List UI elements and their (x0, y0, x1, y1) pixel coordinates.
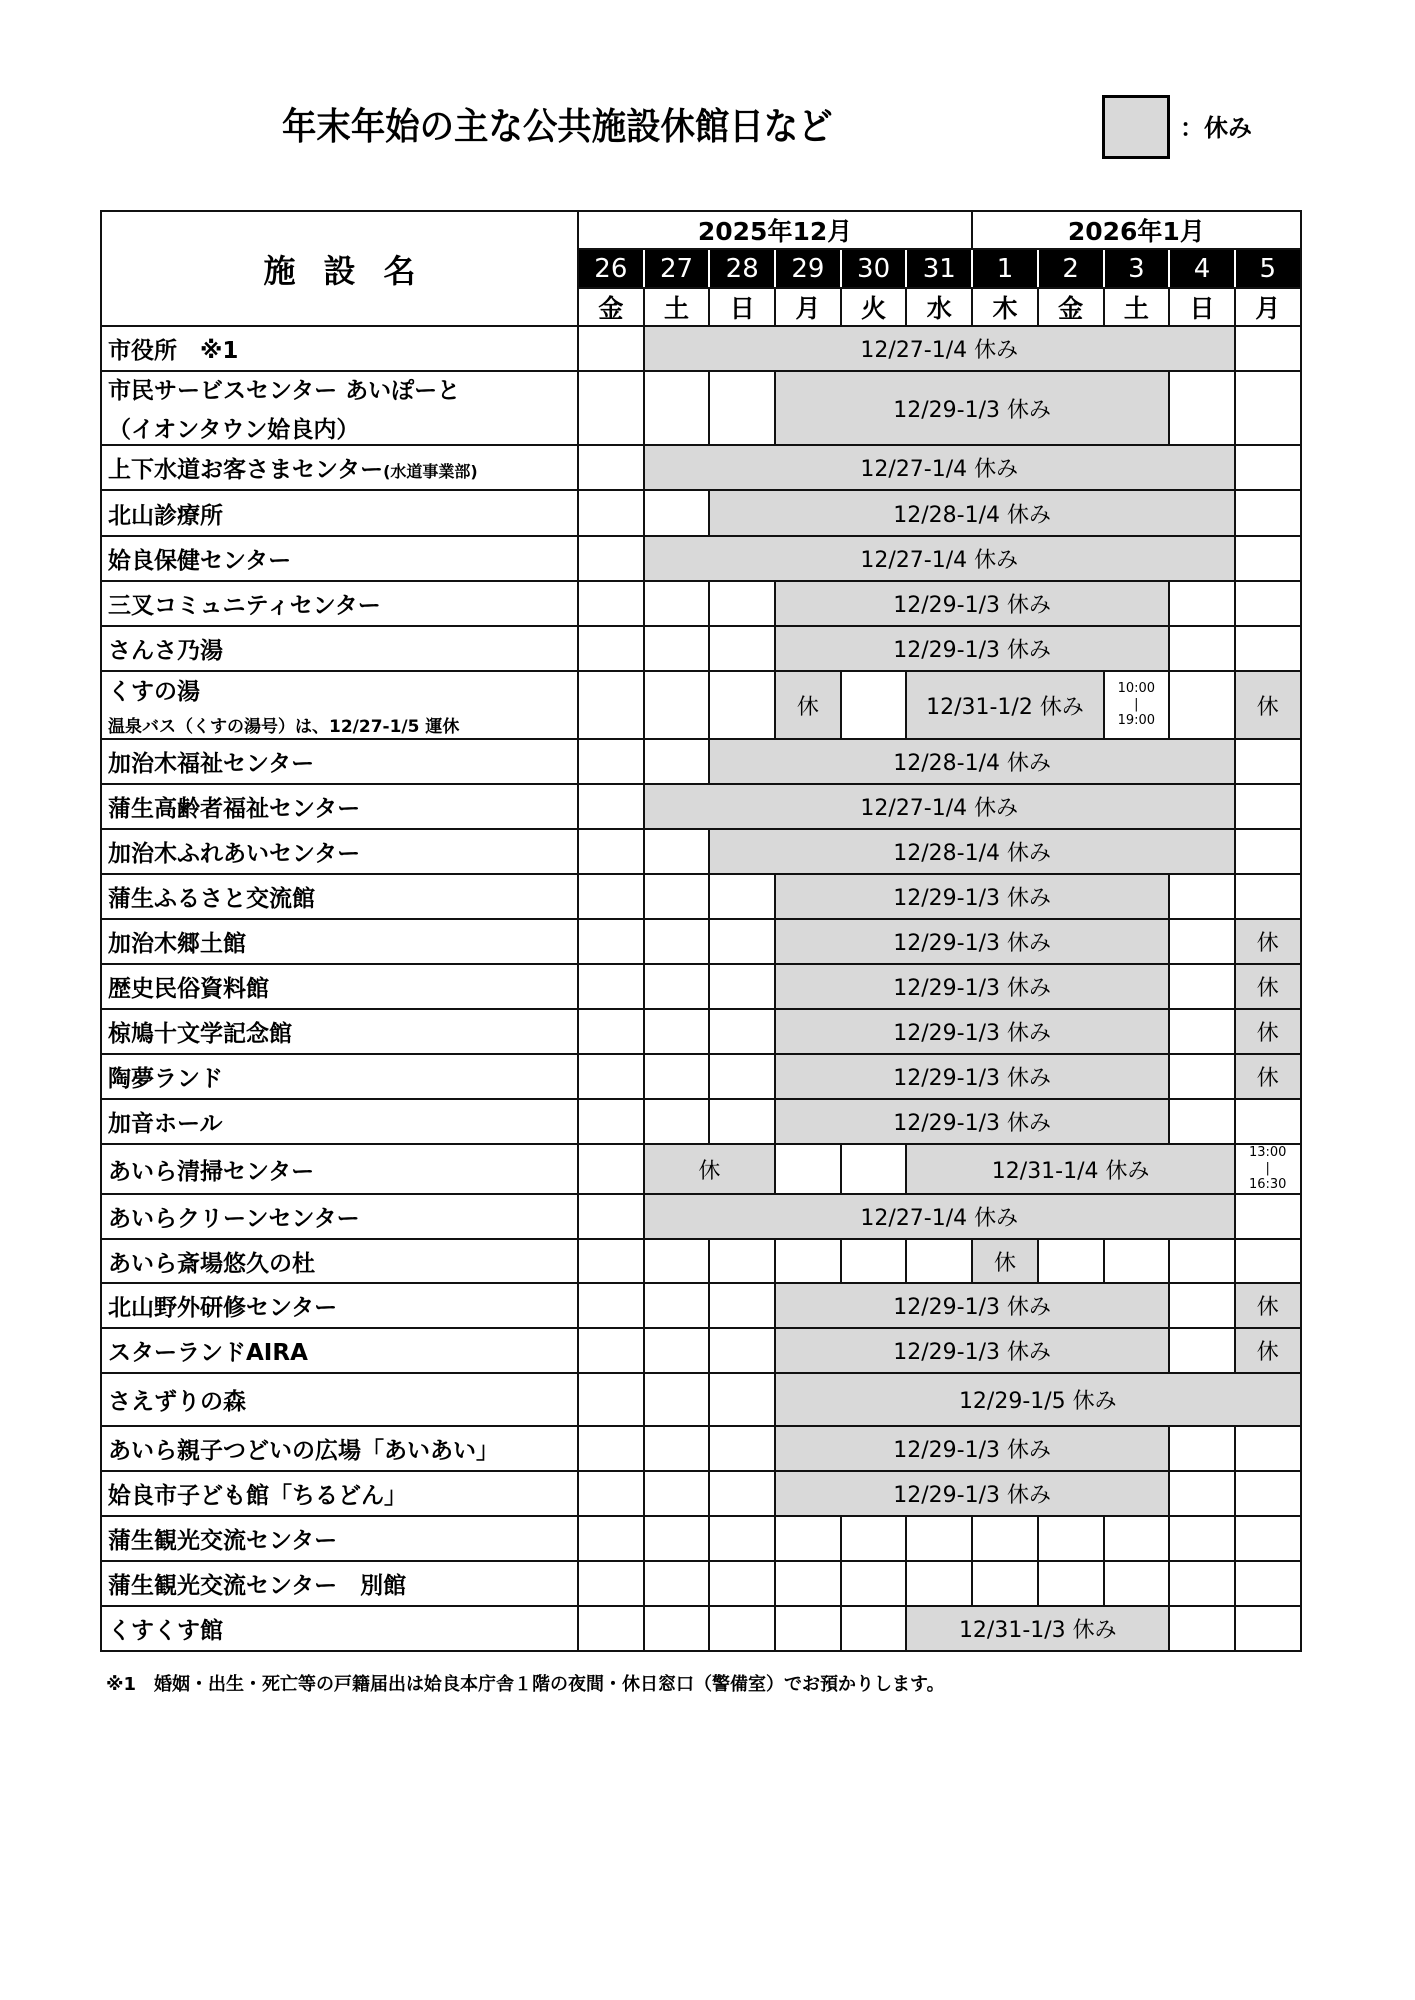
open-day-cell (1235, 829, 1301, 874)
open-day-cell (1235, 874, 1301, 919)
open-day-cell (578, 784, 644, 829)
facility-row (101, 1054, 1301, 1099)
facility-name (101, 1009, 578, 1054)
closed-period-cell: 休 (1235, 671, 1301, 739)
facility-name (101, 536, 578, 581)
hours-line: 13:00 (1248, 1145, 1287, 1160)
facility-name-text: 加音ホール (108, 1111, 223, 1137)
facility-name (101, 1054, 578, 1099)
date-header: 4 (1169, 249, 1235, 288)
facility-name-text: 歴史民俗資料館 (108, 976, 269, 1002)
open-day-cell (841, 671, 907, 739)
closed-period-cell: 休 (1235, 1054, 1301, 1099)
open-day-cell (578, 1009, 644, 1054)
closed-period-cell: 12/28-1/4 休み (709, 739, 1235, 784)
facility-name-text: あいら斎場悠久の杜 (108, 1250, 315, 1277)
open-day-cell (1235, 490, 1301, 536)
facility-name (101, 1471, 578, 1516)
legend-closed-swatch (1102, 95, 1170, 159)
facility-name-line2: （イオンタウン姶良内） (108, 417, 360, 443)
open-day-cell (578, 490, 644, 536)
open-day-cell (578, 1144, 644, 1194)
open-day-cell (578, 1099, 644, 1144)
closed-period-cell: 12/29-1/3 休み (775, 1471, 1169, 1516)
open-day-cell (1169, 671, 1235, 739)
open-day-cell (1169, 1283, 1235, 1328)
facility-row (101, 1194, 1301, 1239)
closed-period-cell: 12/27-1/4 休み (644, 326, 1235, 371)
facility-row (101, 371, 1301, 445)
closed-period-cell: 休 (1235, 964, 1301, 1009)
closed-period-cell: 12/31-1/4 休み (906, 1144, 1234, 1194)
weekday-header: 火 (841, 288, 907, 326)
date-header: 3 (1104, 249, 1170, 288)
hours-line: 16:30 (1248, 1177, 1287, 1192)
facility-row (101, 490, 1301, 536)
weekday-header: 金 (578, 288, 644, 326)
closed-period-cell: 休 (775, 671, 841, 739)
closed-period-cell: 12/29-1/3 休み (775, 964, 1169, 1009)
facility-name-text: さんさ乃湯 (108, 638, 223, 664)
table-header (101, 211, 1301, 326)
weekday-header: 日 (1169, 288, 1235, 326)
facility-row (101, 581, 1301, 626)
closed-period-cell: 12/31-1/3 休み (906, 1606, 1169, 1651)
open-day-cell (578, 1471, 644, 1516)
open-day-cell (775, 1239, 841, 1283)
facility-name-text: スターランドAIRA (108, 1340, 308, 1366)
facility-row (101, 326, 1301, 371)
date-header: 2 (1038, 249, 1104, 288)
open-day-cell (1038, 1561, 1104, 1606)
open-day-cell (1235, 445, 1301, 490)
open-day-cell (709, 1426, 775, 1471)
open-day-cell (709, 626, 775, 671)
facility-row (101, 964, 1301, 1009)
facility-name (101, 445, 578, 490)
facility-name-text: 加治木ふれあいセンター (108, 841, 361, 867)
open-day-cell (709, 671, 775, 739)
open-day-cell (1169, 1426, 1235, 1471)
facility-name-text: 北山診療所 (108, 502, 223, 529)
open-day-cell (1235, 1239, 1301, 1283)
facility-row (101, 1606, 1301, 1651)
closed-period-cell: 休 (644, 1144, 775, 1194)
open-day-cell (644, 490, 710, 536)
facility-name (101, 626, 578, 671)
facility-name (101, 1606, 578, 1651)
open-day-cell (709, 919, 775, 964)
open-day-cell (644, 1606, 710, 1651)
open-day-cell (1235, 1471, 1301, 1516)
facility-name-text: さえずりの森 (108, 1389, 246, 1415)
facility-name (101, 1239, 578, 1283)
open-hours-cell (1104, 671, 1170, 739)
open-day-cell (1169, 964, 1235, 1009)
closed-period-cell: 12/29-1/3 休み (775, 1283, 1169, 1328)
weekday-header: 日 (709, 288, 775, 326)
open-day-cell (709, 1606, 775, 1651)
facility-name-text: 蒲生観光交流センター (108, 1528, 338, 1554)
open-day-cell (644, 581, 710, 626)
facility-row (101, 1239, 1301, 1283)
open-day-cell (644, 739, 710, 784)
open-day-cell (644, 1283, 710, 1328)
open-day-cell (1235, 1561, 1301, 1606)
open-day-cell (644, 1099, 710, 1144)
facility-row (101, 445, 1301, 490)
facility-name-text: 市役所 ※1 (108, 338, 239, 364)
hours-line: 19:00 (1117, 713, 1156, 728)
facility-name-text: あいらクリーンセンター (108, 1206, 360, 1232)
open-day-cell (709, 1328, 775, 1373)
date-header: 31 (906, 249, 972, 288)
date-header: 1 (972, 249, 1038, 288)
facility-name-text: くすくす館 (108, 1618, 223, 1644)
facility-name-text: 三叉コミュニティセンター (108, 593, 381, 619)
open-day-cell (906, 1239, 972, 1283)
facility-name (101, 919, 578, 964)
hours-line: 10:00 (1117, 681, 1156, 696)
facility-name-text: 加治木郷土館 (108, 931, 246, 957)
closed-period-cell: 12/29-1/3 休み (775, 626, 1169, 671)
hours-line: | (1265, 1161, 1270, 1176)
open-day-cell (972, 1561, 1038, 1606)
open-day-cell (1104, 1516, 1170, 1561)
open-day-cell (1169, 1471, 1235, 1516)
open-day-cell (709, 1471, 775, 1516)
hours-line: | (1134, 697, 1139, 712)
facility-row (101, 1373, 1301, 1426)
facility-note: 温泉バス（くすの湯号）は、12/27-1/5 運休 (108, 717, 460, 737)
open-day-cell (1235, 739, 1301, 784)
facility-row (101, 1144, 1301, 1194)
open-day-cell (578, 1426, 644, 1471)
weekday-header: 月 (775, 288, 841, 326)
facility-row (101, 829, 1301, 874)
date-header: 5 (1235, 249, 1301, 288)
open-day-cell (578, 1054, 644, 1099)
date-header: 26 (578, 249, 644, 288)
facility-row (101, 1516, 1301, 1561)
open-day-cell (841, 1239, 907, 1283)
open-hours-cell (1235, 1144, 1301, 1194)
open-day-cell (644, 626, 710, 671)
facility-name-text: 市民サービスセンター あいぽーと (108, 378, 461, 404)
facility-name-text: 椋鳩十文学記念館 (108, 1021, 292, 1047)
open-day-cell (644, 1471, 710, 1516)
open-day-cell (1235, 1194, 1301, 1239)
open-day-cell (972, 1516, 1038, 1561)
open-day-cell (644, 829, 710, 874)
open-day-cell (644, 1328, 710, 1373)
facility-name (101, 1099, 578, 1144)
facility-name-text: あいら親子つどいの広場「あいあい」 (108, 1438, 499, 1464)
open-day-cell (578, 326, 644, 371)
open-day-cell (644, 919, 710, 964)
open-day-cell (775, 1516, 841, 1561)
weekday-header: 水 (906, 288, 972, 326)
open-day-cell (841, 1606, 907, 1651)
open-day-cell (1169, 1328, 1235, 1373)
open-day-cell (1235, 326, 1301, 371)
open-day-cell (578, 874, 644, 919)
open-day-cell (578, 626, 644, 671)
weekday-header: 土 (644, 288, 710, 326)
open-day-cell (775, 1606, 841, 1651)
facility-row (101, 1426, 1301, 1471)
facility-name (101, 1561, 578, 1606)
weekday-header: 金 (1038, 288, 1104, 326)
open-day-cell (1169, 1239, 1235, 1283)
facility-row (101, 1283, 1301, 1328)
open-day-cell (775, 1144, 841, 1194)
closure-schedule-table (100, 210, 1302, 1652)
open-day-cell (1169, 1009, 1235, 1054)
facility-name-text: 上下水道お客さまセンター (108, 457, 384, 483)
open-day-cell (709, 1239, 775, 1283)
facility-row (101, 739, 1301, 784)
facility-row (101, 1009, 1301, 1054)
open-day-cell (709, 1373, 775, 1426)
closed-period-cell: 12/29-1/3 休み (775, 371, 1169, 445)
open-day-cell (644, 371, 710, 445)
open-day-cell (644, 1239, 710, 1283)
open-day-cell (1235, 1099, 1301, 1144)
facility-name-text: 加治木福祉センター (108, 751, 315, 777)
closed-period-cell: 休 (972, 1239, 1038, 1283)
closed-period-cell: 12/29-1/3 休み (775, 919, 1169, 964)
open-day-cell (1235, 371, 1301, 445)
open-day-cell (709, 1009, 775, 1054)
date-header: 27 (644, 249, 710, 288)
open-day-cell (1235, 1516, 1301, 1561)
weekday-header: 土 (1104, 288, 1170, 326)
open-day-cell (644, 1373, 710, 1426)
open-day-cell (644, 1561, 710, 1606)
open-day-cell (578, 919, 644, 964)
open-day-cell (1169, 1516, 1235, 1561)
facility-name-text: 姶良市子ども館「ちるどん」 (108, 1483, 407, 1509)
open-day-cell (1235, 581, 1301, 626)
facility-name (101, 490, 578, 536)
facility-name (101, 874, 578, 919)
open-day-cell (644, 1009, 710, 1054)
open-day-cell (578, 1194, 644, 1239)
facility-name-text: 姶良保健センター (108, 548, 292, 574)
open-day-cell (644, 874, 710, 919)
open-day-cell (1104, 1239, 1170, 1283)
open-day-cell (1169, 626, 1235, 671)
open-day-cell (709, 964, 775, 1009)
open-day-cell (1235, 626, 1301, 671)
open-day-cell (1169, 581, 1235, 626)
closed-period-cell: 12/27-1/4 休み (644, 445, 1235, 490)
open-day-cell (1104, 1561, 1170, 1606)
open-day-cell (578, 964, 644, 1009)
open-day-cell (578, 371, 644, 445)
closed-period-cell: 休 (1235, 1328, 1301, 1373)
open-day-cell (644, 1054, 710, 1099)
facility-row (101, 536, 1301, 581)
open-day-cell (578, 1283, 644, 1328)
facility-name (101, 1283, 578, 1328)
closed-period-cell: 12/29-1/3 休み (775, 581, 1169, 626)
open-day-cell (709, 1054, 775, 1099)
open-day-cell (709, 1283, 775, 1328)
closed-period-cell: 12/27-1/4 休み (644, 1194, 1235, 1239)
open-day-cell (1169, 371, 1235, 445)
facility-name (101, 1328, 578, 1373)
footnote: ※1 婚姻・出生・死亡等の戸籍届出は姶良本庁舎１階の夜間・休日窓口（警備室）でお預かりします。 (106, 1674, 945, 1695)
open-day-cell (1169, 919, 1235, 964)
facility-row (101, 1471, 1301, 1516)
open-day-cell (578, 536, 644, 581)
page-title: 年末年始の主な公共施設休館日など (282, 105, 833, 148)
facility-row (101, 919, 1301, 964)
facility-row (101, 1099, 1301, 1144)
open-day-cell (841, 1144, 907, 1194)
facility-name-text: くすの湯 (108, 679, 200, 705)
closed-period-cell: 12/27-1/4 休み (644, 784, 1235, 829)
facility-name-text: あいら清掃センター (108, 1158, 315, 1185)
facility-name (101, 1144, 578, 1194)
weekday-header: 月 (1235, 288, 1301, 326)
legend-closed-label: ：休み (1180, 114, 1252, 142)
facility-row (101, 1561, 1301, 1606)
open-day-cell (775, 1561, 841, 1606)
facility-name (101, 326, 578, 371)
facility-name (101, 1516, 578, 1561)
facility-name (101, 784, 578, 829)
open-day-cell (644, 1426, 710, 1471)
open-day-cell (906, 1561, 972, 1606)
open-day-cell (1169, 874, 1235, 919)
open-day-cell (644, 671, 710, 739)
open-day-cell (1235, 784, 1301, 829)
month-header: 2025年12月 (578, 211, 972, 249)
closed-period-cell: 休 (1235, 1009, 1301, 1054)
open-day-cell (1235, 536, 1301, 581)
facility-name (101, 1426, 578, 1471)
closed-period-cell: 12/29-1/3 休み (775, 1099, 1169, 1144)
open-day-cell (1169, 1054, 1235, 1099)
facility-name (101, 1194, 578, 1239)
closed-period-cell: 12/28-1/4 休み (709, 829, 1235, 874)
open-day-cell (578, 1239, 644, 1283)
open-day-cell (709, 371, 775, 445)
open-day-cell (841, 1561, 907, 1606)
open-day-cell (644, 1516, 710, 1561)
facility-name (101, 371, 578, 445)
open-day-cell (578, 829, 644, 874)
open-day-cell (709, 1561, 775, 1606)
facility-name (101, 829, 578, 874)
closed-period-cell: 12/29-1/3 休み (775, 1009, 1169, 1054)
facility-name-text: 蒲生ふるさと交流館 (108, 886, 315, 912)
open-day-cell (709, 874, 775, 919)
open-day-cell (578, 1516, 644, 1561)
open-day-cell (1169, 1606, 1235, 1651)
open-day-cell (709, 581, 775, 626)
open-day-cell (709, 1099, 775, 1144)
closed-period-cell: 12/29-1/3 休み (775, 1426, 1169, 1471)
month-row (101, 211, 1301, 249)
open-day-cell (1235, 1606, 1301, 1651)
date-header: 29 (775, 249, 841, 288)
open-day-cell (1038, 1516, 1104, 1561)
facility-row (101, 784, 1301, 829)
facility-row (101, 1328, 1301, 1373)
closed-period-cell: 12/29-1/3 休み (775, 1054, 1169, 1099)
open-day-cell (709, 1516, 775, 1561)
open-day-cell (1038, 1239, 1104, 1283)
closed-period-cell: 休 (1235, 1283, 1301, 1328)
open-day-cell (1169, 1099, 1235, 1144)
facility-name (101, 671, 578, 739)
open-day-cell (578, 445, 644, 490)
open-day-cell (578, 1373, 644, 1426)
facility-name-text: 蒲生高齢者福祉センター (108, 796, 361, 822)
closed-period-cell: 12/27-1/4 休み (644, 536, 1235, 581)
table-body (101, 326, 1301, 1651)
facility-name (101, 964, 578, 1009)
closed-period-cell: 12/29-1/3 休み (775, 1328, 1169, 1373)
open-day-cell (578, 1561, 644, 1606)
facility-row (101, 874, 1301, 919)
facility-row (101, 626, 1301, 671)
open-day-cell (644, 964, 710, 1009)
facility-name-text: 北山野外研修センター (108, 1295, 338, 1321)
closed-period-cell: 休 (1235, 919, 1301, 964)
date-header: 30 (841, 249, 907, 288)
facility-name (101, 581, 578, 626)
open-day-cell (578, 671, 644, 739)
closed-period-cell: 12/29-1/5 休み (775, 1373, 1301, 1426)
closed-period-cell: 12/31-1/2 休み (906, 671, 1103, 739)
weekday-header: 木 (972, 288, 1038, 326)
facility-name (101, 1373, 578, 1426)
facility-name-text: 蒲生観光交流センター 別館 (108, 1573, 407, 1599)
open-day-cell (1169, 1561, 1235, 1606)
open-day-cell (578, 739, 644, 784)
facility-row (101, 671, 1301, 739)
closed-period-cell: 12/29-1/3 休み (775, 874, 1169, 919)
facility-name-suffix: (水道事業部) (383, 462, 478, 481)
open-day-cell (906, 1516, 972, 1561)
open-day-cell (841, 1516, 907, 1561)
facility-name (101, 739, 578, 784)
date-header: 28 (709, 249, 775, 288)
open-day-cell (578, 1328, 644, 1373)
open-day-cell (1235, 1426, 1301, 1471)
month-header: 2026年1月 (972, 211, 1300, 249)
facility-column-header: 施設名 (101, 211, 578, 326)
facility-name-text: 陶夢ランド (108, 1066, 223, 1092)
open-day-cell (578, 1606, 644, 1651)
closed-period-cell: 12/28-1/4 休み (709, 490, 1235, 536)
open-day-cell (578, 581, 644, 626)
